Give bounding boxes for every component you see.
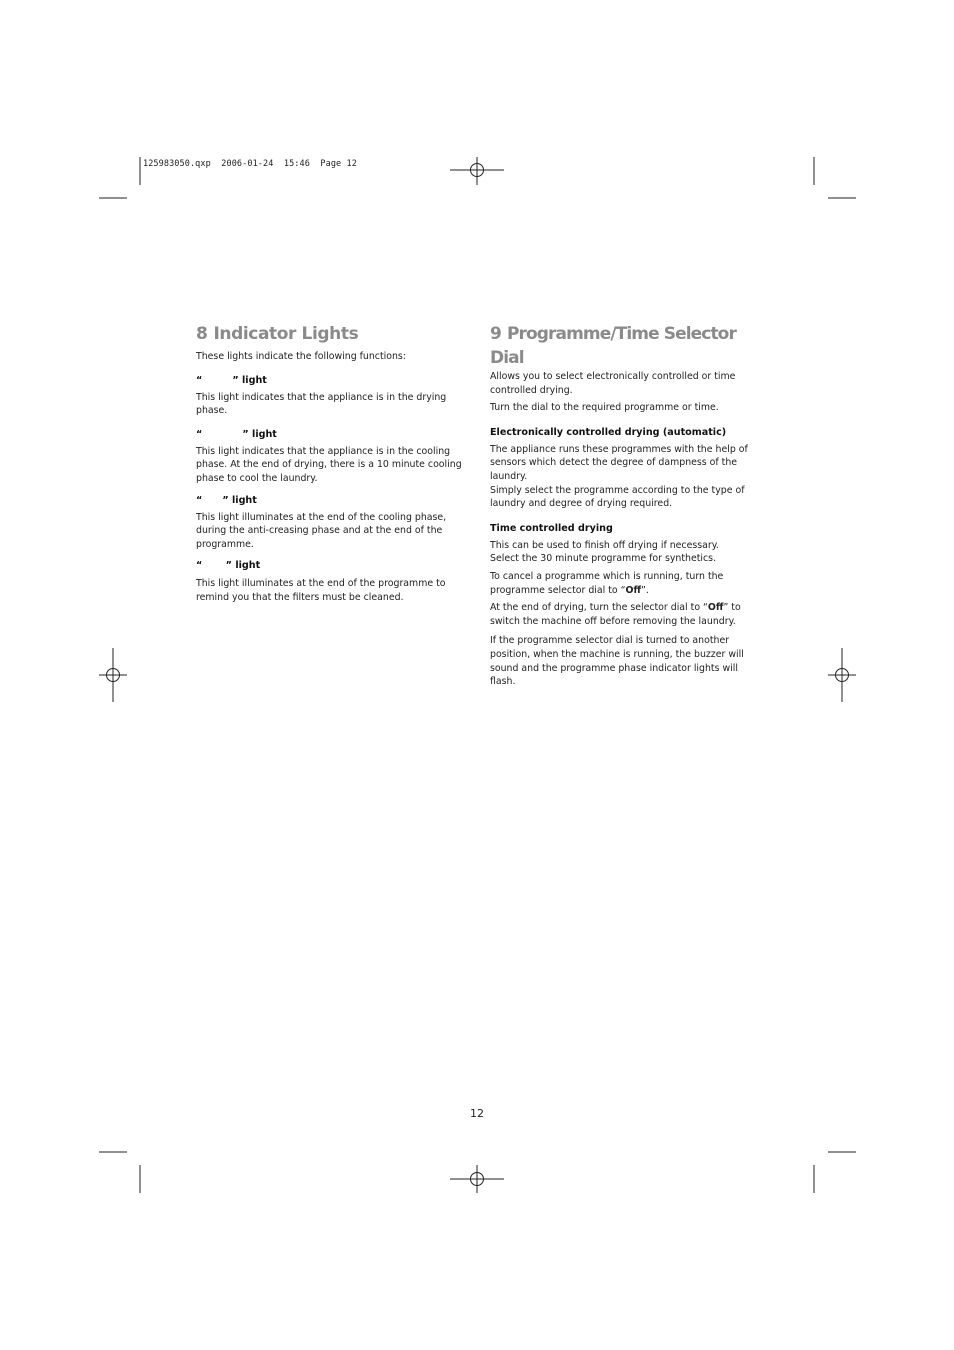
electronic-select-text: Simply select the programme according to the type of laundry and degree of drying required. [490, 484, 745, 510]
light-label: “ ” light [196, 374, 267, 386]
section-title: Indicator Lights [213, 324, 359, 344]
section-heading-indicator-lights [196, 322, 464, 346]
print-slug: 125983050.qxp 2006-01-24 15:46 Page 12 [143, 159, 357, 169]
light-label: “ ” light [196, 494, 257, 506]
time-synthetics-text: Select the 30 minute programme for synthetics. [490, 553, 717, 565]
dial-turn-text: Turn the dial to the required programme or time. [490, 402, 719, 414]
cancel-programme-text [490, 570, 765, 597]
selector-dial-section [490, 322, 765, 689]
indicator-item-end [196, 494, 464, 552]
page-number: 12 [470, 1107, 484, 1120]
light-description: This light indicates that the appliance is in the drying phase. [196, 391, 447, 417]
end-of-drying-text [490, 601, 765, 628]
light-label: “ ” light [196, 428, 277, 440]
light-label: “ ” light [196, 560, 261, 572]
off-label: Off [625, 584, 642, 596]
intro-text: These lights indicate the following functions: [196, 351, 406, 362]
section-heading-selector-dial [490, 322, 765, 370]
text-run: ”. [641, 584, 649, 596]
section-number: 8 [196, 324, 208, 344]
buzzer-warning-text: If the programme selector dial is turned to another position, when the machine is running, the buzzer will sound and the programme phase indicator lights will flash. [490, 635, 744, 688]
indicator-lights-section [196, 322, 464, 605]
indicator-item-filter [196, 559, 464, 604]
text-run: ” to switch the machine off before removing the laundry. [490, 602, 741, 627]
registration-mark-left [99, 648, 127, 702]
section-title: Programme/Time Selector Dial [490, 324, 736, 368]
indicator-item-drying [196, 374, 464, 418]
off-label: Off [707, 602, 724, 614]
section-number: 9 [490, 324, 501, 344]
registration-mark-right [828, 648, 856, 702]
text-run: To cancel a programme which is running, turn the programme selector dial to “ [490, 570, 724, 596]
indicator-item-cooling [196, 428, 464, 486]
subheading-electronic: Electronically controlled drying (automatic) [490, 426, 727, 438]
subheading-time: Time controlled drying [490, 522, 613, 534]
light-description: This light illuminates at the end of the cooling phase, during the anti-creasing phase and at the end of the programme. [196, 511, 447, 550]
light-description: This light illuminates at the end of the programme to remind you that the filters must be cleaned. [196, 578, 446, 603]
dial-intro-text: Allows you to select electronically controlled or time controlled drying. [490, 371, 736, 396]
electronic-description: The appliance runs these programmes with the help of sensors which detect the degree of dampness of the laundry. [490, 443, 748, 482]
registration-mark-top [450, 157, 504, 185]
text-run: At the end of drying, turn the selector dial to “ [490, 602, 708, 614]
light-description: This light indicates that the appliance is in the cooling phase. At the end of drying, there is a 10 minute cooling phase to cool the laundry. [196, 445, 462, 484]
registration-mark-bottom [450, 1165, 504, 1193]
time-description: This can be used to finish off drying if necessary. [490, 539, 719, 551]
